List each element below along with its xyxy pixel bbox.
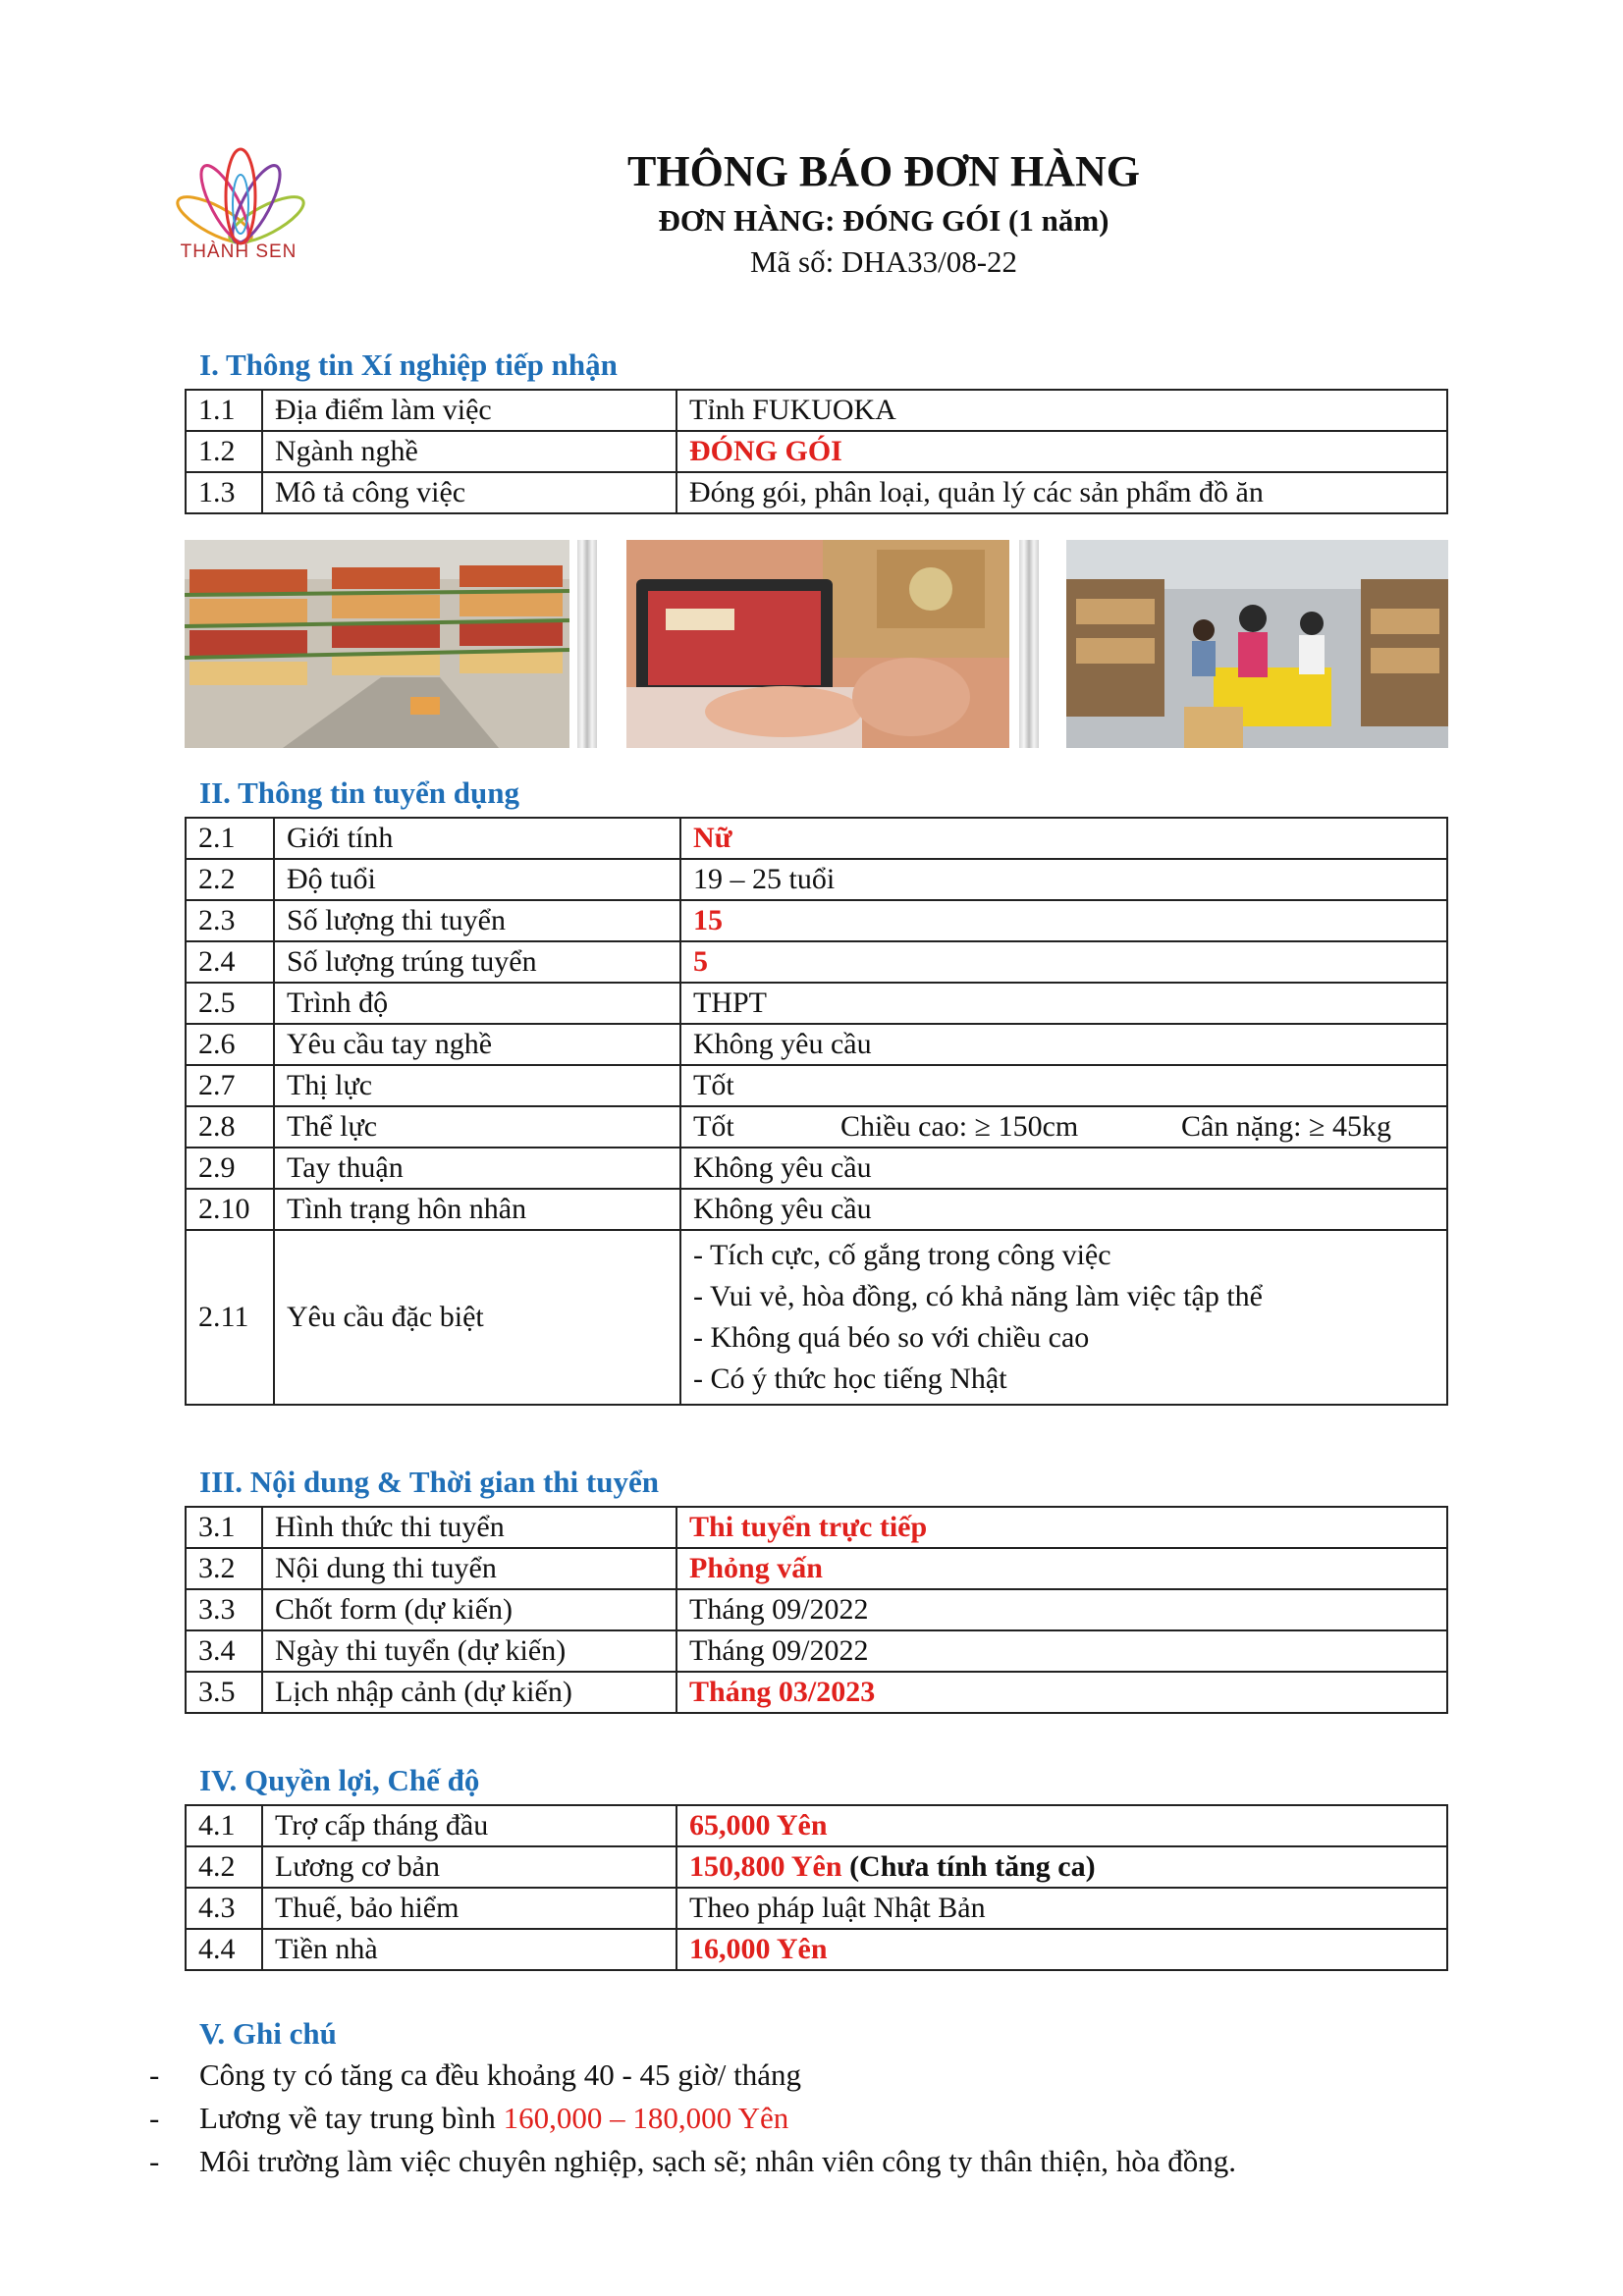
list-item <box>137 2140 1512 2183</box>
table-row <box>186 1846 1447 1888</box>
row-number: 4.2 <box>186 1846 262 1888</box>
row-number: 1.1 <box>186 390 262 431</box>
row-number: 3.2 <box>186 1548 262 1589</box>
table-row <box>186 1148 1447 1189</box>
row-number: 2.4 <box>186 941 274 983</box>
row-value <box>680 1106 1447 1148</box>
table-row <box>186 1507 1447 1548</box>
section-1-table <box>185 389 1448 514</box>
document-header <box>491 147 1276 280</box>
row-label: Lương cơ bản <box>262 1846 676 1888</box>
table-row <box>186 983 1447 1024</box>
note-text: Công ty có tăng ca đều khoảng 40 - 45 giờ/ tháng <box>199 2057 802 2092</box>
table-row <box>186 1929 1447 1970</box>
list-item: - Tích cực, cố gắng trong công việc <box>693 1239 1111 1271</box>
row-number: 3.5 <box>186 1672 262 1713</box>
table-row <box>186 390 1447 431</box>
row-value: Theo pháp luật Nhật Bản <box>676 1888 1447 1929</box>
row-label: Trình độ <box>274 983 680 1024</box>
row-label: Hình thức thi tuyển <box>262 1507 676 1548</box>
table-row <box>186 1065 1447 1106</box>
table-row <box>186 818 1447 859</box>
row-number: 2.8 <box>186 1106 274 1148</box>
row-label: Số lượng thi tuyển <box>274 900 680 941</box>
row-number: 2.3 <box>186 900 274 941</box>
row-number: 2.7 <box>186 1065 274 1106</box>
row-value: Không yêu cầu <box>680 1148 1447 1189</box>
list-item: - Vui vẻ, hòa đồng, có khả năng làm việc tập thể <box>693 1280 1263 1312</box>
row-number: 3.3 <box>186 1589 262 1630</box>
row-number: 2.11 <box>186 1230 274 1405</box>
special-requirements <box>680 1230 1447 1405</box>
basic-salary-value: 150,800 Yên <box>689 1850 842 1883</box>
row-label: Yêu cầu đặc biệt <box>274 1230 680 1405</box>
row-label: Lịch nhập cảnh (dự kiến) <box>262 1672 676 1713</box>
row-label: Độ tuổi <box>274 859 680 900</box>
row-value: 16,000 Yên <box>676 1929 1447 1970</box>
row-label: Trợ cấp tháng đầu <box>262 1805 676 1846</box>
note-dash: - <box>149 2057 160 2092</box>
table-row <box>186 900 1447 941</box>
table-row <box>186 1189 1447 1230</box>
row-value: Không yêu cầu <box>680 1189 1447 1230</box>
row-value: Đóng gói, phân loại, quản lý các sản phẩm đồ ăn <box>676 472 1447 513</box>
packing-terminal-photo <box>626 540 1009 748</box>
row-label: Thể lực <box>274 1106 680 1148</box>
row-number: 4.4 <box>186 1929 262 1970</box>
table-row <box>186 859 1447 900</box>
table-row <box>186 1589 1447 1630</box>
row-label: Số lượng trúng tuyển <box>274 941 680 983</box>
row-value: Tháng 09/2022 <box>676 1630 1447 1672</box>
row-number: 3.1 <box>186 1507 262 1548</box>
row-value: Tháng 03/2023 <box>676 1672 1447 1713</box>
row-label: Mô tả công việc <box>262 472 676 513</box>
list-item: - Có ý thức học tiếng Nhật <box>693 1362 1007 1395</box>
list-item <box>137 2054 1512 2097</box>
notes-list <box>137 2054 1512 2183</box>
section-3-title: III. Nội dung & Thời gian thi tuyển <box>199 1465 659 1499</box>
row-number: 1.2 <box>186 431 262 472</box>
document-subtitle: ĐƠN HÀNG: ĐÓNG GÓI (1 năm) <box>658 202 1109 238</box>
note-dash: - <box>149 2101 160 2135</box>
row-value: THPT <box>680 983 1447 1024</box>
table-row <box>186 472 1447 513</box>
row-number: 2.9 <box>186 1148 274 1189</box>
row-number: 2.6 <box>186 1024 274 1065</box>
table-row <box>186 1672 1447 1713</box>
row-label: Địa điểm làm việc <box>262 390 676 431</box>
row-value: Phỏng vấn <box>676 1548 1447 1589</box>
row-label: Giới tính <box>274 818 680 859</box>
logo-text: THÀNH SEN <box>180 241 298 262</box>
row-value: 5 <box>680 941 1447 983</box>
note-text: Môi trường làm việc chuyên nghiệp, sạch sẽ; nhân viên công ty thân thiện, hòa đồng. <box>199 2144 1236 2178</box>
row-value: Nữ <box>680 818 1447 859</box>
table-row <box>186 431 1447 472</box>
table-row <box>186 1888 1447 1929</box>
row-number: 2.5 <box>186 983 274 1024</box>
row-value: 65,000 Yên <box>676 1805 1447 1846</box>
note-dash: - <box>149 2144 160 2178</box>
row-value: Tốt <box>680 1065 1447 1106</box>
row-value: Tỉnh FUKUOKA <box>676 390 1447 431</box>
row-label: Chốt form (dự kiến) <box>262 1589 676 1630</box>
row-number: 2.2 <box>186 859 274 900</box>
row-number: 2.10 <box>186 1189 274 1230</box>
photo-divider <box>577 540 597 748</box>
row-value: ĐÓNG GÓI <box>676 431 1447 472</box>
basic-salary-note: (Chưa tính tăng ca) <box>841 1850 1096 1883</box>
note-text: Lương về tay trung bình <box>199 2101 504 2135</box>
fitness-value: Tốt <box>693 1110 734 1143</box>
section-4-table <box>185 1804 1448 1971</box>
photo-strip <box>185 540 1448 748</box>
table-row <box>186 941 1447 983</box>
weight-requirement: Cân nặng: ≥ 45kg <box>1181 1110 1391 1143</box>
table-row <box>186 1024 1447 1065</box>
row-value <box>676 1846 1447 1888</box>
row-value: Không yêu cầu <box>680 1024 1447 1065</box>
row-label: Tiền nhà <box>262 1929 676 1970</box>
section-1-title: I. Thông tin Xí nghiệp tiếp nhận <box>199 347 618 382</box>
list-item <box>137 2097 1512 2140</box>
row-value: 19 – 25 tuổi <box>680 859 1447 900</box>
row-label: Yêu cầu tay nghề <box>274 1024 680 1065</box>
row-label: Ngành nghề <box>262 431 676 472</box>
table-row <box>186 1230 1447 1405</box>
warehouse-photo <box>185 540 569 748</box>
row-value: Tháng 09/2022 <box>676 1589 1447 1630</box>
row-value: 15 <box>680 900 1447 941</box>
photo-divider <box>1019 540 1039 748</box>
row-number: 2.1 <box>186 818 274 859</box>
row-label: Thuế, bảo hiểm <box>262 1888 676 1929</box>
row-label: Nội dung thi tuyển <box>262 1548 676 1589</box>
row-number: 4.3 <box>186 1888 262 1929</box>
document-code: Mã số: DHA33/08-22 <box>749 243 1018 279</box>
section-2-title: II. Thông tin tuyển dụng <box>199 775 519 810</box>
table-row <box>186 1805 1447 1846</box>
row-label: Tay thuận <box>274 1148 680 1189</box>
section-5-title: V. Ghi chú <box>199 2016 337 2051</box>
row-number: 4.1 <box>186 1805 262 1846</box>
section-2-table <box>185 817 1448 1406</box>
row-number: 1.3 <box>186 472 262 513</box>
list-item: - Không quá béo so với chiều cao <box>693 1321 1090 1354</box>
row-value: Thi tuyển trực tiếp <box>676 1507 1447 1548</box>
sorting-floor-photo <box>1066 540 1448 748</box>
row-label: Thị lực <box>274 1065 680 1106</box>
table-row <box>186 1548 1447 1589</box>
section-4-title: IV. Quyền lợi, Chế độ <box>199 1763 480 1797</box>
section-3-table <box>185 1506 1448 1714</box>
row-label: Ngày thi tuyển (dự kiến) <box>262 1630 676 1672</box>
row-number: 3.4 <box>186 1630 262 1672</box>
height-requirement: Chiều cao: ≥ 150cm <box>840 1110 1079 1143</box>
document-title: THÔNG BÁO ĐƠN HÀNG <box>627 147 1140 195</box>
note-highlight: 160,000 – 180,000 Yên <box>503 2101 789 2135</box>
row-label: Tình trạng hôn nhân <box>274 1189 680 1230</box>
table-row <box>186 1630 1447 1672</box>
table-row <box>186 1106 1447 1148</box>
